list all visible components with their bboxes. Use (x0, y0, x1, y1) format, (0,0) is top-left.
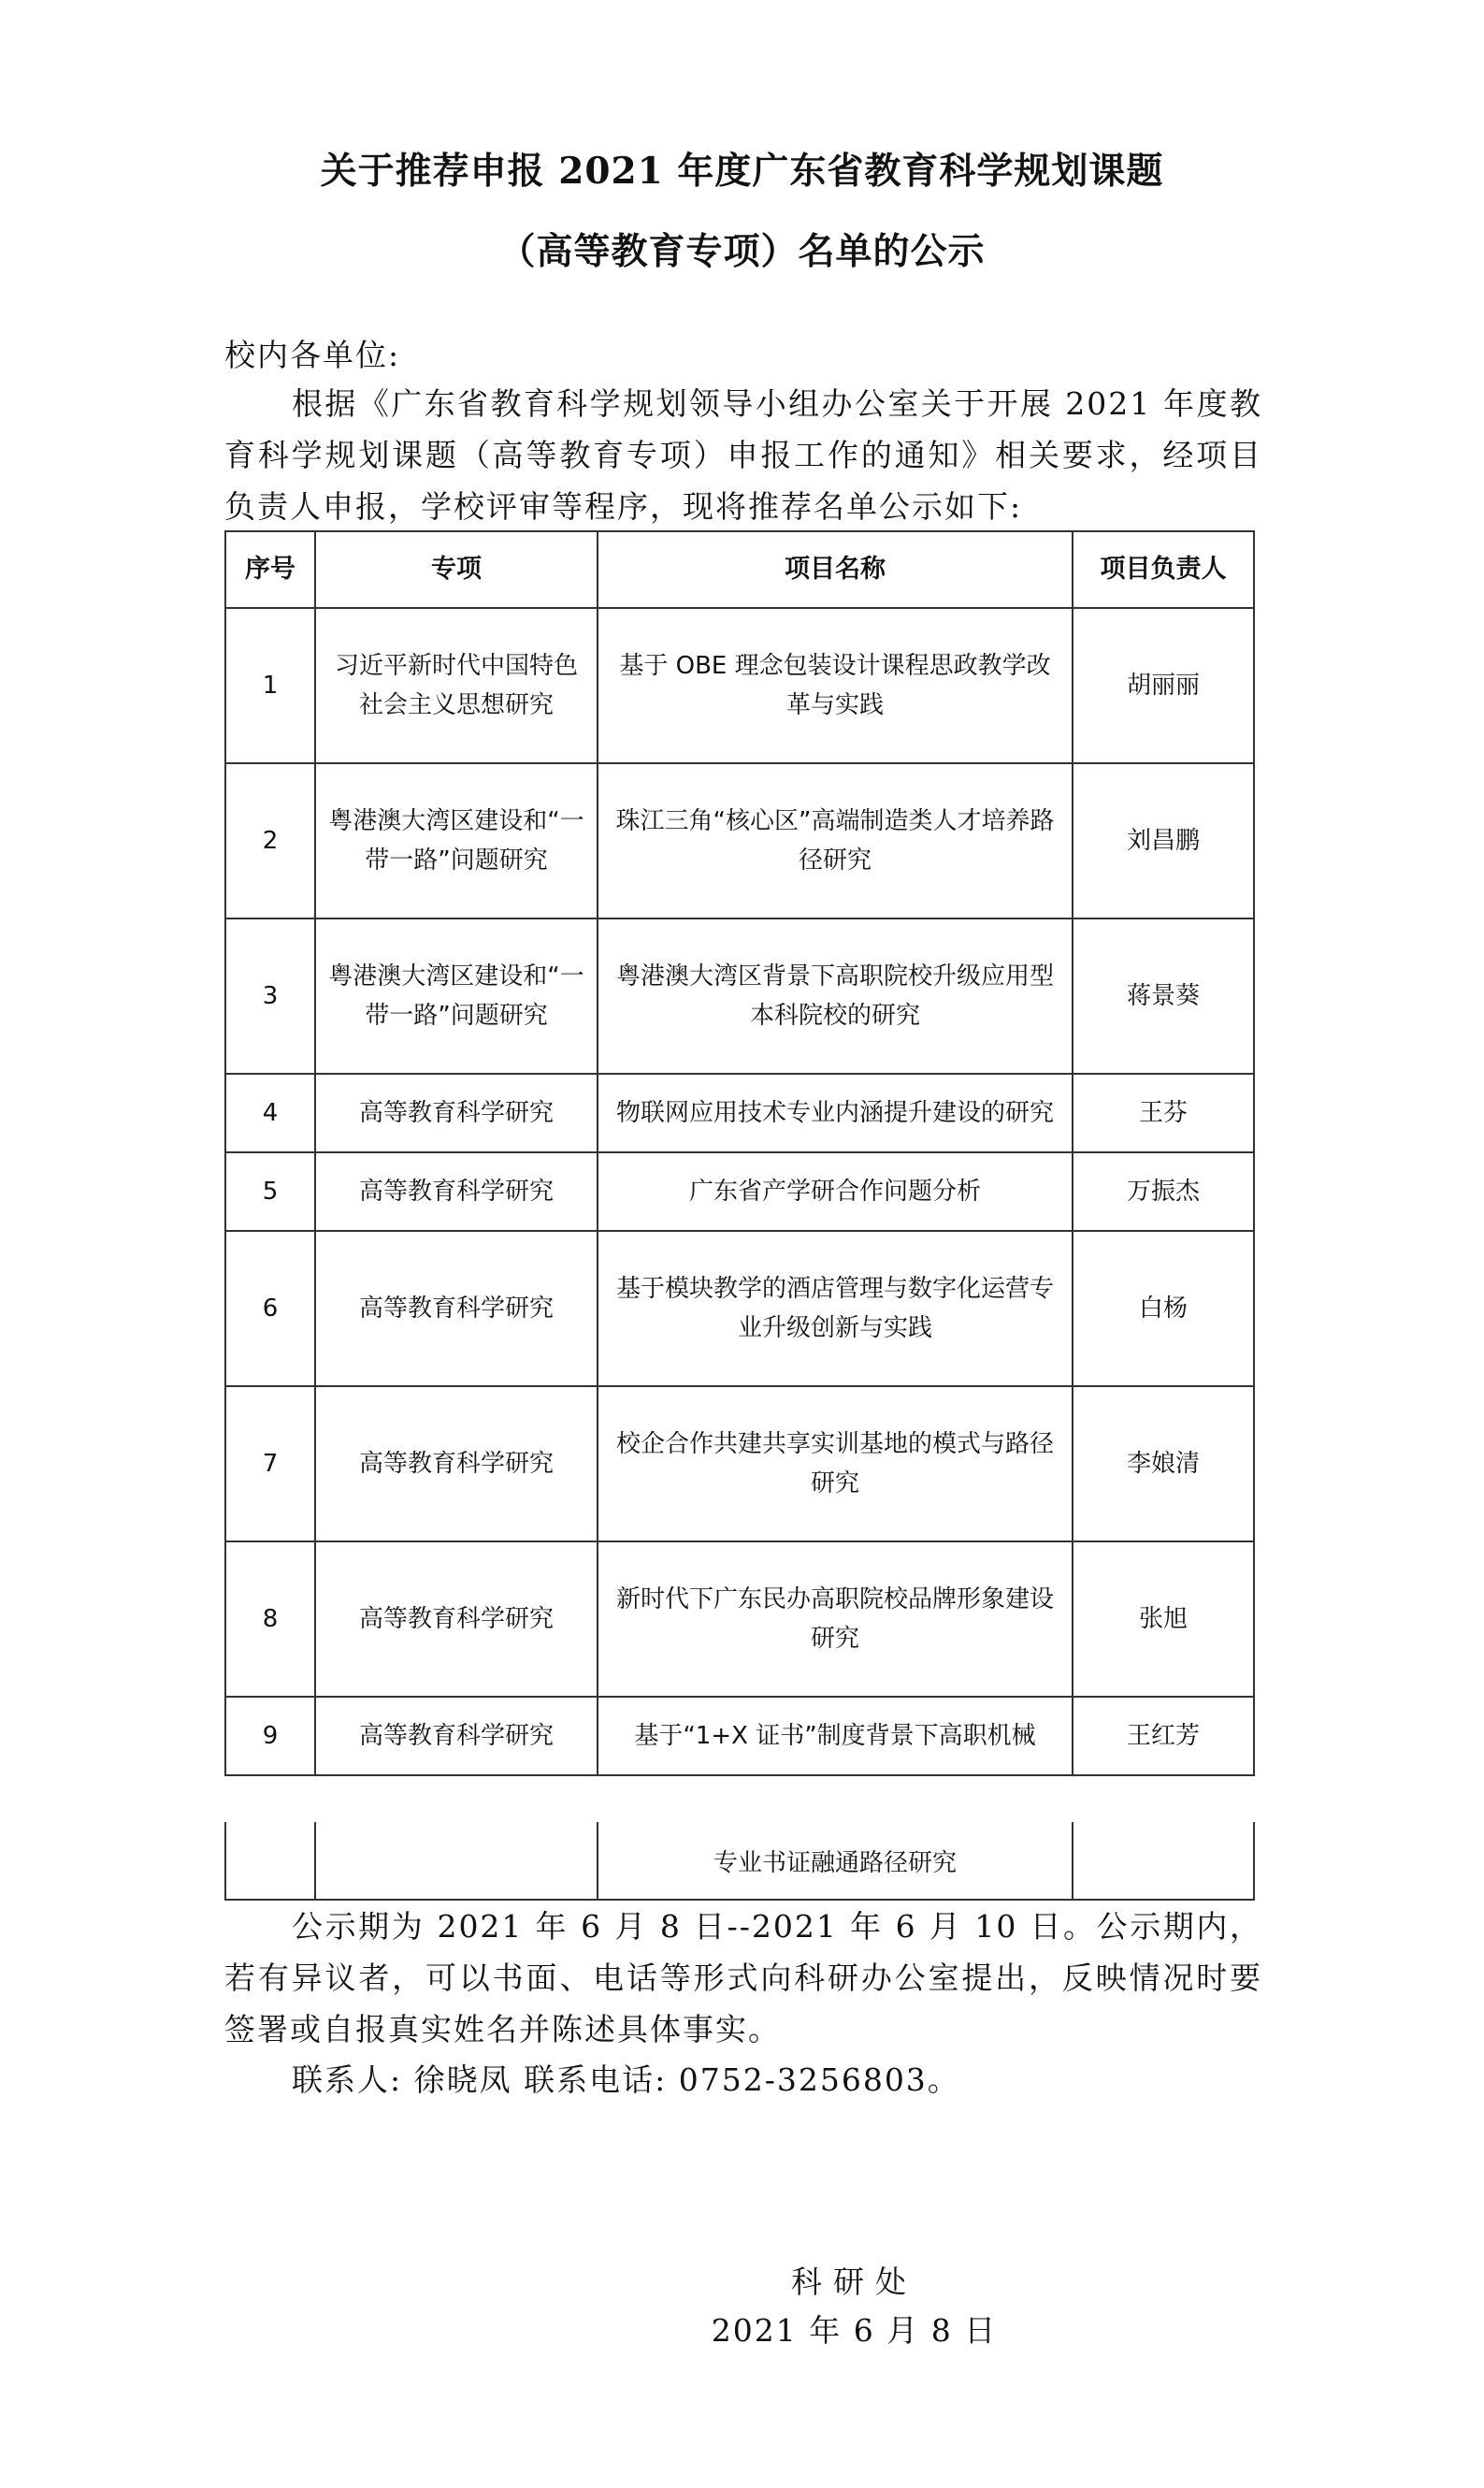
cell-leader: 李娘清 (1073, 1386, 1254, 1541)
cell-special: 粤港澳大湾区建设和“一带一路”问题研究 (315, 763, 598, 919)
cell-project-name: 基于“1+X 证书”制度背景下高职机械 (598, 1697, 1073, 1775)
salutation: 校内各单位: (224, 337, 401, 373)
cell-special: 粤港澳大湾区建设和“一带一路”问题研究 (315, 919, 598, 1074)
table-row (225, 1541, 1254, 1697)
table-row-continued (225, 1822, 1254, 1900)
table-continuation (224, 1822, 1255, 1901)
cell-special: 高等教育科学研究 (315, 1074, 598, 1152)
table-row (225, 1697, 1254, 1775)
table-row (225, 1152, 1254, 1231)
cell-project-name-continued: 专业书证融通路径研究 (598, 1822, 1073, 1900)
cell-no: 7 (225, 1386, 315, 1541)
header-project-name: 项目名称 (598, 531, 1073, 608)
cell-leader: 白杨 (1073, 1231, 1254, 1386)
cell-no: 6 (225, 1231, 315, 1386)
cell-special: 高等教育科学研究 (315, 1541, 598, 1697)
cell-leader: 王红芳 (1073, 1697, 1254, 1775)
cell-leader: 王芬 (1073, 1074, 1254, 1152)
cell-no: 8 (225, 1541, 315, 1697)
notice-period-paragraph: 公示期为 2021 年 6 月 8 日--2021 年 6 月 10 日。公示期内，若有异议者，可以书面、电话等形式向科研办公室提出，反映情况时要签署或自报真实姓名并陈述具体事实。 (224, 1908, 1262, 2047)
table-row (225, 1386, 1254, 1541)
cell-no: 9 (225, 1697, 315, 1775)
cell-no: 5 (225, 1152, 315, 1231)
table-header-row (225, 531, 1254, 608)
cell-no: 3 (225, 919, 315, 1074)
cell-no: 4 (225, 1074, 315, 1152)
cell-project-name: 粤港澳大湾区背景下高职院校升级应用型本科院校的研究 (598, 919, 1073, 1074)
cell-special-continued (315, 1822, 598, 1900)
cell-project-name: 新时代下广东民办高职院校品牌形象建设研究 (598, 1541, 1073, 1697)
cell-project-name: 基于 OBE 理念包装设计课程思政教学改革与实践 (598, 608, 1073, 763)
table-row (225, 608, 1254, 763)
cell-project-name: 广东省产学研合作问题分析 (598, 1152, 1073, 1231)
cell-leader: 胡丽丽 (1073, 608, 1254, 763)
cell-project-name: 珠江三角“核心区”高端制造类人才培养路径研究 (598, 763, 1073, 919)
cell-leader: 刘昌鹏 (1073, 763, 1254, 919)
signature-date: 2021 年 6 月 8 日 (711, 2312, 998, 2349)
document-title-line-2: （高等教育专项）名单的公示 (498, 230, 986, 273)
table-row (225, 919, 1254, 1074)
cell-leader-continued (1073, 1822, 1254, 1900)
signature-office: 科研处 (791, 2264, 917, 2300)
intro-paragraph: 根据《广东省教育科学规划领导小组办公室关于开展 2021 年度教育科学规划课题（高等教育专项）申报工作的通知》相关要求，经项目负责人申报，学校评审等程序，现将推荐名单公示如下: (224, 385, 1262, 525)
recommendation-table (224, 530, 1255, 1776)
cell-project-name: 物联网应用技术专业内涵提升建设的研究 (598, 1074, 1073, 1152)
cell-special: 习近平新时代中国特色社会主义思想研究 (315, 608, 598, 763)
cell-no-continued (225, 1822, 315, 1900)
cell-project-name: 基于模块教学的酒店管理与数字化运营专业升级创新与实践 (598, 1231, 1073, 1386)
contact-line: 联系人: 徐晓凤 联系电话: 0752-3256803。 (292, 2061, 960, 2098)
cell-no: 1 (225, 608, 315, 763)
cell-special: 高等教育科学研究 (315, 1152, 598, 1231)
cell-leader: 蒋景葵 (1073, 919, 1254, 1074)
cell-special: 高等教育科学研究 (315, 1231, 598, 1386)
cell-leader: 张旭 (1073, 1541, 1254, 1697)
cell-no: 2 (225, 763, 315, 919)
cell-special: 高等教育科学研究 (315, 1697, 598, 1775)
cell-project-name: 校企合作共建共享实训基地的模式与路径研究 (598, 1386, 1073, 1541)
cell-special: 高等教育科学研究 (315, 1386, 598, 1541)
table-row (225, 763, 1254, 919)
table-row (225, 1074, 1254, 1152)
document-title-line-1: 关于推荐申报 2021 年度广东省教育科学规划课题 (320, 150, 1164, 193)
header-special: 专项 (315, 531, 598, 608)
header-no: 序号 (225, 531, 315, 608)
header-leader: 项目负责人 (1073, 531, 1254, 608)
table-row (225, 1231, 1254, 1386)
cell-leader: 万振杰 (1073, 1152, 1254, 1231)
